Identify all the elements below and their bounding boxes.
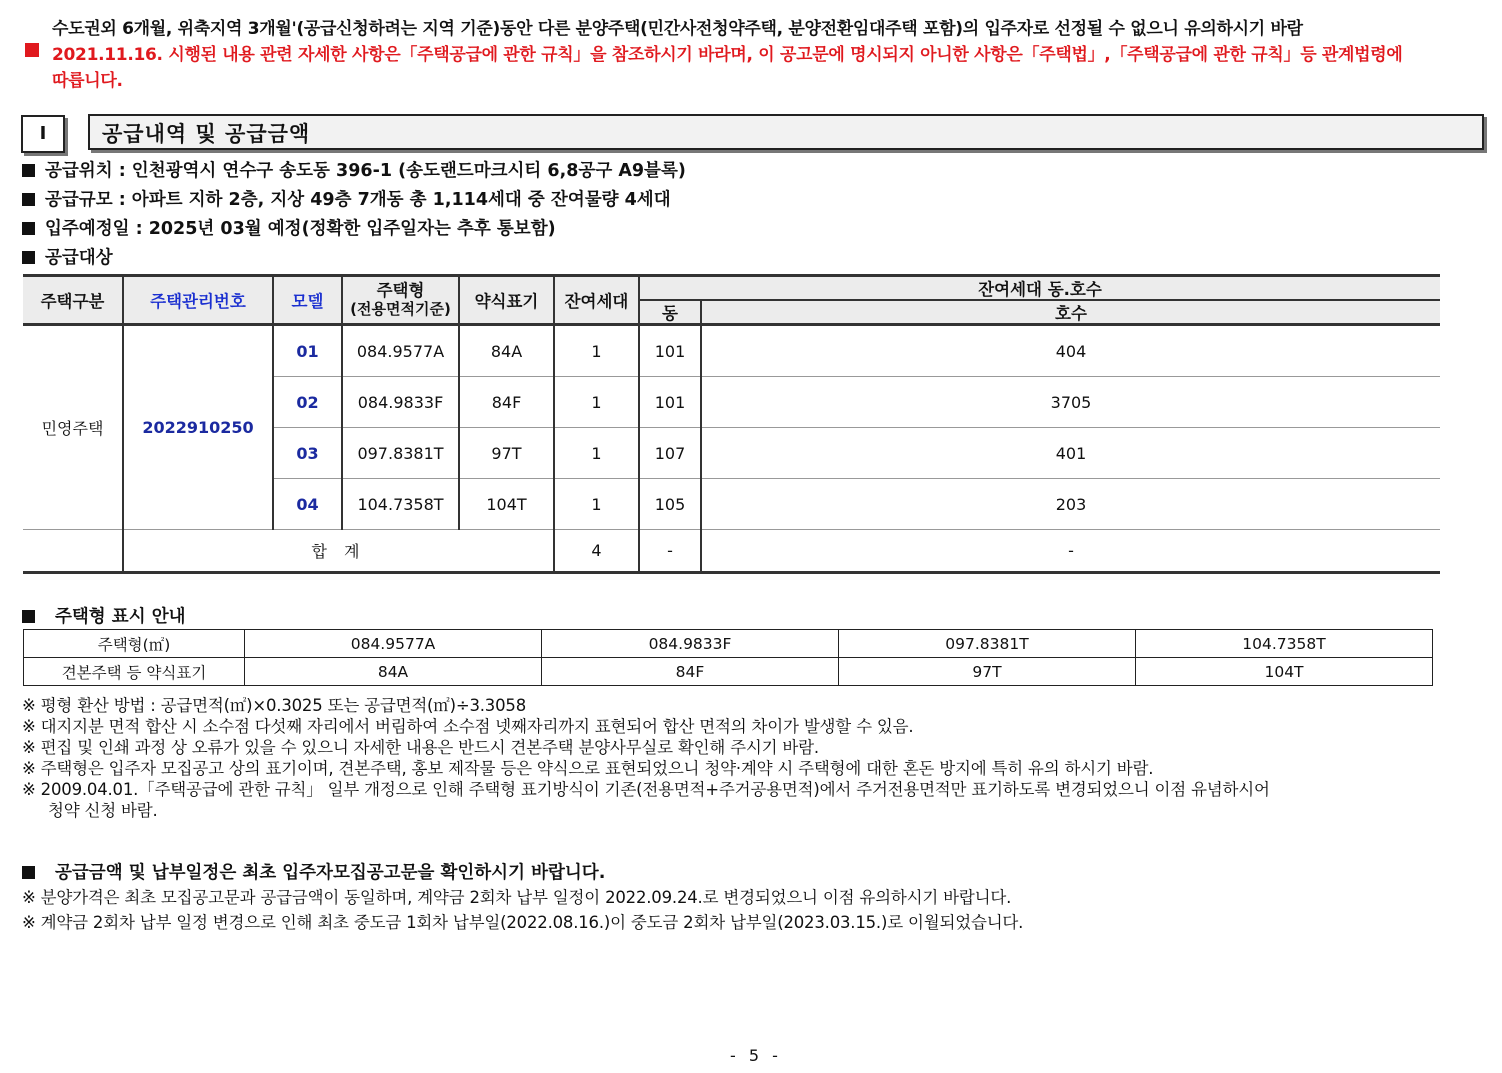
header-model: 모델 bbox=[291, 292, 324, 311]
cell-mgmt-number: 2022910250 bbox=[142, 418, 254, 437]
type-guide-short: 97T bbox=[839, 658, 1136, 686]
info-move-in bbox=[22, 215, 556, 240]
note-line: ※ 주택형은 입주자 모집공고 상의 표기이며, 견본주택, 홍보 제작물 등은 약식으로 표현되었으니 청약·계약 시 주택형에 대한 혼돈 방지에 특히 유의 하시기 바람. bbox=[22, 759, 1154, 778]
cell-house-kind: 민영주택 bbox=[41, 419, 104, 438]
info-target-text: 공급대상 bbox=[45, 248, 113, 268]
cell-dong: 101 bbox=[654, 341, 686, 361]
square-bullet-icon bbox=[22, 193, 35, 206]
cell-count: 1 bbox=[591, 443, 602, 463]
type-guide-heading bbox=[22, 603, 186, 628]
header-house-type-line1: 주택형 bbox=[376, 281, 425, 300]
cell-short: 84A bbox=[490, 341, 523, 361]
cell-ho: 203 bbox=[1055, 494, 1087, 514]
cell-short: 104T bbox=[486, 494, 527, 514]
payment-title: 공급금액 및 납부일정은 최초 입주자모집공고문을 확인하시기 바랍니다. bbox=[55, 863, 606, 883]
type-guide-short: 104T bbox=[1136, 658, 1433, 686]
square-bullet-icon bbox=[22, 610, 35, 623]
square-bullet-icon bbox=[22, 866, 35, 879]
section-number: I bbox=[21, 115, 65, 153]
square-bullet-icon bbox=[22, 164, 35, 177]
page-number: - 5 - bbox=[730, 1046, 782, 1065]
header-remaining: 잔여세대 bbox=[564, 292, 629, 311]
cell-house-type: 097.8381T bbox=[357, 443, 444, 463]
info-scale-text: 공급규모 : 아파트 지하 2층, 지상 49층 7개동 총 1,114세대 중 잔여물량 4세대 bbox=[45, 190, 671, 210]
type-guide-short: 84F bbox=[542, 658, 839, 686]
header-house-type bbox=[343, 277, 458, 323]
note-line: ※ 대지지분 면적 합산 시 소수점 다섯째 자리에서 버림하여 소수점 넷째자리까지 표현되어 합산 면적의 차이가 발생할 수 있음. bbox=[22, 717, 914, 736]
payment-note-2: ※ 계약금 2회차 납부 일정 변경으로 인해 최초 중도금 1회차 납부일(2022.08.16.)이 중도금 2회차 납부일(2023.03.15.)로 이월되었습니다. bbox=[22, 913, 1024, 932]
header-ho: 호수 bbox=[1055, 304, 1087, 323]
info-scale bbox=[22, 186, 671, 211]
cell-total-ho: - bbox=[1068, 541, 1074, 560]
header-short-label: 약식표기 bbox=[474, 292, 539, 311]
type-guide-type: 084.9833F bbox=[542, 630, 839, 658]
note-line: 청약 신청 바람. bbox=[48, 801, 158, 820]
cell-ho: 3705 bbox=[1050, 392, 1092, 412]
header-house-kind: 주택구분 bbox=[40, 292, 105, 311]
cell-house-type: 084.9577A bbox=[356, 341, 445, 361]
info-move-in-text: 입주예정일 : 2025년 03월 예정(정확한 입주일자는 추후 통보함) bbox=[45, 219, 556, 239]
type-guide-row1-label: 주택형(㎡) bbox=[24, 630, 245, 658]
cell-total-dong: - bbox=[667, 541, 673, 560]
info-location-text: 공급위치 : 인천광역시 연수구 송도동 396-1 (송도랜드마크시티 6,8공구 A9블록) bbox=[45, 161, 686, 181]
cell-short: 97T bbox=[491, 443, 522, 463]
header-mgmt-number: 주택관리번호 bbox=[150, 292, 246, 311]
cell-model: 01 bbox=[296, 341, 319, 361]
table-bottom-border bbox=[23, 571, 1440, 574]
cell-dong: 101 bbox=[654, 392, 686, 412]
notice-line-2: 2021.11.16. 시행된 내용 관련 자세한 사항은「주택공급에 관한 규칙」을 참조하시기 바라며, 이 공고문에 명시되지 아니한 사항은「주택법」,「주택공급에 관한 규칙」등 관계법령에 bbox=[52, 45, 1403, 65]
payment-heading bbox=[22, 859, 605, 884]
cell-dong: 105 bbox=[654, 494, 686, 514]
type-guide-type: 084.9577A bbox=[245, 630, 542, 658]
square-bullet-icon bbox=[22, 222, 35, 235]
cell-count: 1 bbox=[591, 392, 602, 412]
type-guide-row2-label: 견본주택 등 약식표기 bbox=[24, 658, 245, 686]
header-dong-ho: 잔여세대 동.호수 bbox=[978, 280, 1102, 299]
cell-ho: 401 bbox=[1055, 443, 1087, 463]
note-line: ※ 편집 및 인쇄 과정 상 오류가 있을 수 있으니 자세한 내용은 반드시 견본주택 분양사무실로 확인해 주시기 바람. bbox=[22, 738, 819, 757]
type-guide-type: 097.8381T bbox=[839, 630, 1136, 658]
type-guide-title: 주택형 표시 안내 bbox=[55, 607, 186, 627]
cell-count: 1 bbox=[591, 494, 602, 514]
cell-dong: 107 bbox=[654, 443, 686, 463]
info-target bbox=[22, 244, 113, 269]
red-square-bullet-icon bbox=[25, 43, 39, 57]
table-row bbox=[24, 658, 1433, 686]
note-line: ※ 2009.04.01.「주택공급에 관한 규칙」 일부 개정으로 인해 주택형 표기방식이 기존(전용면적+주거공용면적)에서 주거전용면적만 표기하도록 변경되었으니 이점 유념하시어 bbox=[22, 780, 1270, 799]
header-dong: 동 bbox=[662, 304, 678, 323]
notice-line-1: 수도권외 6개월, 위축지역 3개월'(공급신청하려는 지역 기준)동안 다른 분양주택(민간사전청약주택, 분양전환임대주택 포함)의 입주자로 선정될 수 없으니 유의하시기 바람 bbox=[52, 19, 1303, 39]
cell-house-type: 104.7358T bbox=[357, 494, 444, 514]
type-guide-table bbox=[23, 629, 1433, 686]
cell-total-label: 합 계 bbox=[311, 542, 366, 561]
type-guide-type: 104.7358T bbox=[1136, 630, 1433, 658]
cell-total-count: 4 bbox=[591, 541, 602, 560]
section-title: 공급내역 및 공급금액 bbox=[88, 114, 1484, 150]
note-line: ※ 평형 환산 방법 : 공급면적(㎡)×0.3025 또는 공급면적(㎡)÷3.3058 bbox=[22, 696, 526, 715]
cell-ho: 404 bbox=[1055, 341, 1087, 361]
cell-model: 02 bbox=[296, 392, 319, 412]
cell-model: 03 bbox=[296, 443, 319, 463]
header-house-type-line2: (전용면적기준) bbox=[350, 300, 451, 318]
cell-count: 1 bbox=[591, 341, 602, 361]
cell-model: 04 bbox=[296, 494, 319, 514]
square-bullet-icon bbox=[22, 251, 35, 264]
table-row bbox=[24, 630, 1433, 658]
cell-house-type: 084.9833F bbox=[357, 392, 444, 412]
type-guide-short: 84A bbox=[245, 658, 542, 686]
notice-line-3: 따릅니다. bbox=[52, 71, 123, 91]
payment-note-1: ※ 분양가격은 최초 모집공고문과 공급금액이 동일하며, 계약금 2회차 납부 일정이 2022.09.24.로 변경되었으니 이점 유의하시기 바랍니다. bbox=[22, 888, 1012, 907]
cell-short: 84F bbox=[491, 392, 522, 412]
info-location bbox=[22, 157, 686, 182]
